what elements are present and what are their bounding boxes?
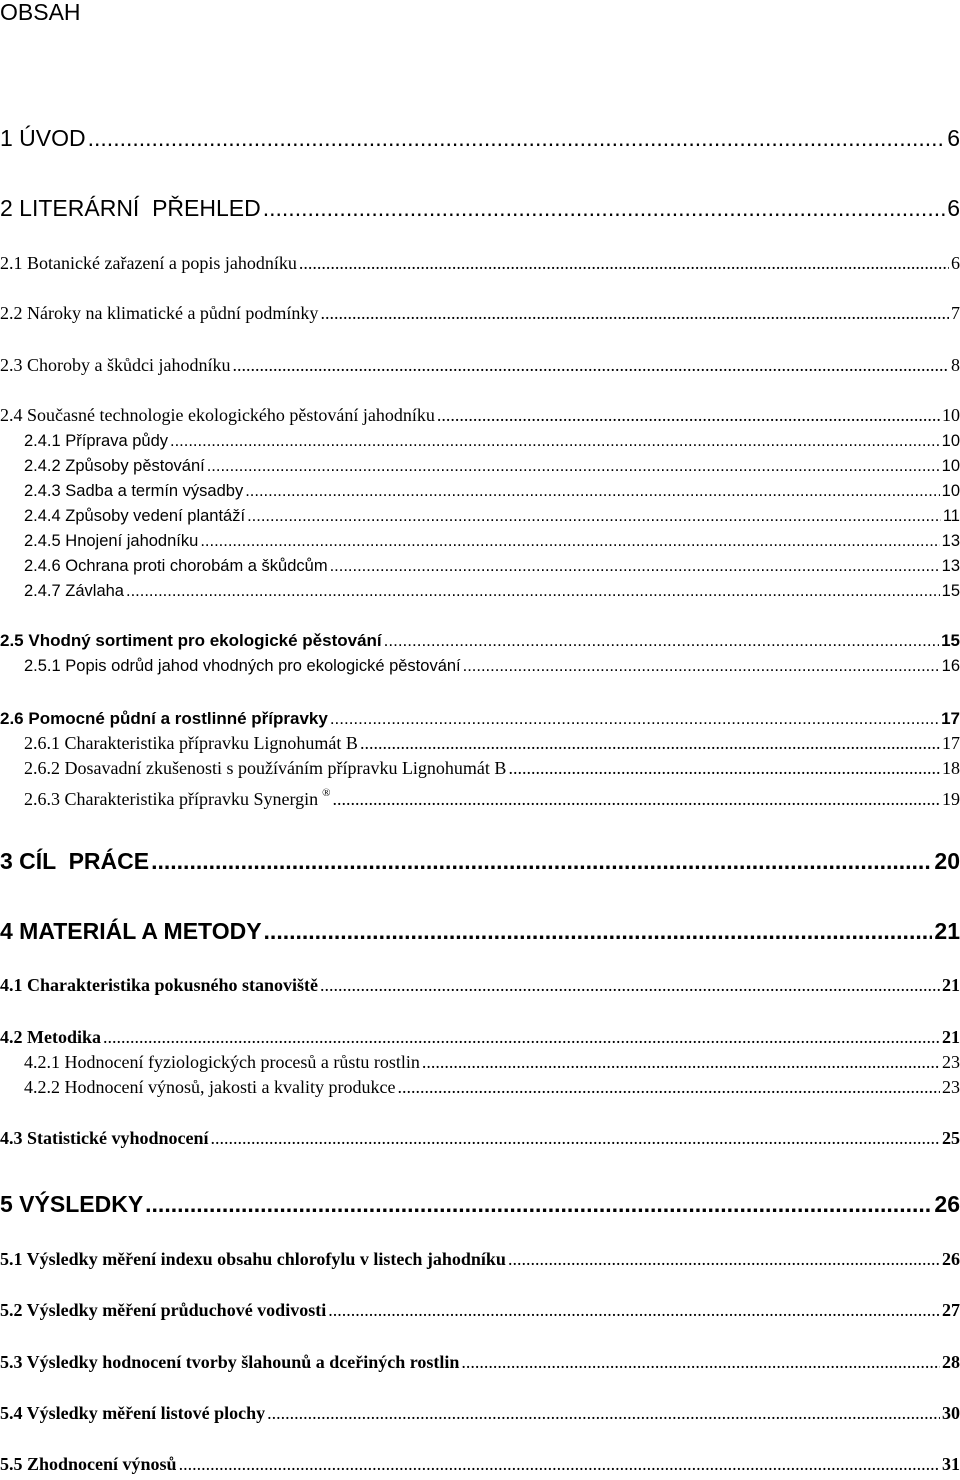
toc-page-number: 23 <box>942 1052 960 1072</box>
toc-entry-section[interactable] <box>0 252 960 274</box>
toc-page-number: 11 <box>942 507 960 525</box>
toc-entry-subsection[interactable] <box>24 1052 960 1073</box>
toc-page-number: 10 <box>941 482 960 500</box>
toc-entry-section[interactable] <box>0 1026 960 1048</box>
toc-heading: OBSAH <box>0 0 81 25</box>
toc-entry-title: 5.5 Zhodnocení výnosů <box>0 1454 177 1474</box>
toc-page-number: 16 <box>941 657 960 675</box>
toc-entry-subsection[interactable] <box>24 431 960 452</box>
toc-page-number: 6 <box>951 253 960 273</box>
toc-entry-subsection[interactable] <box>24 556 960 577</box>
toc-page-number: 21 <box>942 1027 960 1047</box>
toc-page-number: 21 <box>934 918 960 944</box>
dot-leader <box>508 1248 940 1270</box>
toc-entry-title: 2.4.7 Závlaha <box>24 582 124 600</box>
dot-leader <box>320 302 949 324</box>
toc-entry-text: 2.6.3 Charakteristika přípravku Synergin <box>24 789 319 809</box>
toc-page-number: 17 <box>942 733 960 753</box>
toc-page-number: 6 <box>947 195 960 221</box>
toc-entry-section[interactable] <box>0 630 960 652</box>
toc-page-number: 30 <box>942 1403 960 1423</box>
toc-entry-title: 5.3 Výsledky hodnocení tvorby šlahounů a dceřiných rostlin <box>0 1352 460 1372</box>
toc-entry-subsection[interactable] <box>24 733 960 754</box>
dot-leader <box>463 656 940 677</box>
toc-entry-section[interactable] <box>0 1453 960 1475</box>
toc-entry-title: 2.4.3 Sadba a termín výsadby <box>24 482 244 500</box>
toc-entry-section[interactable] <box>0 1127 960 1149</box>
toc-entry-section[interactable] <box>0 404 960 426</box>
dot-leader <box>170 431 940 452</box>
toc-entry-title: 2.6 Pomocné půdní a rostlinné přípravky <box>0 709 328 728</box>
toc-entry-subsection[interactable] <box>24 456 960 477</box>
toc-entry-title <box>24 783 330 810</box>
toc-entry-section[interactable] <box>0 1299 960 1321</box>
dot-leader <box>422 1052 940 1073</box>
dot-leader <box>328 1299 940 1321</box>
toc-page-number: 10 <box>942 405 960 425</box>
toc-entry-section[interactable] <box>0 1402 960 1424</box>
toc-page-number: 18 <box>942 758 960 778</box>
toc-page-number: 25 <box>942 1128 960 1148</box>
dot-leader <box>200 531 939 552</box>
toc-entry-subsection[interactable] <box>24 581 960 602</box>
registered-mark: ® <box>322 787 331 799</box>
toc-page-number: 13 <box>941 557 960 575</box>
toc-entry-chapter-3[interactable] <box>0 847 960 875</box>
dot-leader <box>508 758 940 779</box>
dot-leader <box>264 917 933 945</box>
toc-page-number: 28 <box>942 1352 960 1372</box>
dot-leader <box>267 1402 940 1424</box>
toc-page-number: 27 <box>942 1300 960 1320</box>
toc-entry-subsection[interactable] <box>24 656 960 677</box>
toc-page-number: 20 <box>934 848 960 874</box>
toc-entry-subsection[interactable] <box>24 758 960 779</box>
toc-entry-section[interactable] <box>0 974 960 996</box>
toc-entry-title: 2 LITERÁRNÍ PŘEHLED <box>0 195 261 221</box>
toc-entry-title: 2.2 Nároky na klimatické a půdní podmínky <box>0 303 319 323</box>
dot-leader <box>207 456 940 477</box>
dot-leader <box>332 789 940 810</box>
toc-entry-title: 5 VÝSLEDKY <box>0 1191 144 1217</box>
dot-leader <box>384 630 939 652</box>
toc-page-number: 10 <box>941 457 960 475</box>
dot-leader <box>247 506 941 527</box>
dot-leader <box>437 404 940 426</box>
toc-entry-subsection[interactable] <box>24 1077 960 1098</box>
toc-entry-title: 4.3 Statistické vyhodnocení <box>0 1128 209 1148</box>
toc-page-number: 19 <box>942 789 960 809</box>
toc-entry-title: 2.4.4 Způsoby vedení plantáží <box>24 507 246 525</box>
dot-leader <box>145 1190 932 1218</box>
toc-page-number: 21 <box>942 975 960 995</box>
toc-page-number: 23 <box>942 1077 960 1097</box>
toc-entry-subsection[interactable] <box>24 481 960 502</box>
dot-leader <box>320 974 940 996</box>
toc-entry-section[interactable] <box>0 354 960 376</box>
toc-entry-title: 4.1 Charakteristika pokusného stanoviště <box>0 975 319 995</box>
toc-page-number: 26 <box>942 1249 960 1269</box>
toc-entry-title: 2.6.1 Charakteristika přípravku Lignohumát B <box>24 733 358 753</box>
toc-page-number: 13 <box>941 532 960 550</box>
dot-leader <box>397 1077 940 1098</box>
dot-leader <box>211 1127 940 1149</box>
toc-entry-chapter-4[interactable] <box>0 917 960 945</box>
dot-leader <box>245 481 939 502</box>
toc-entry-title: 3 CÍL PRÁCE <box>0 848 150 874</box>
dot-leader <box>330 556 940 577</box>
toc-entry-title: 2.4 Současné technologie ekologického pěstování jahodníku <box>0 405 435 425</box>
toc-entry-subsection[interactable] <box>24 506 960 527</box>
toc-entry-title: 5.4 Výsledky měření listové plochy <box>0 1403 266 1423</box>
dot-leader <box>88 124 946 152</box>
toc-entry-title: 2.3 Choroby a škůdci jahodníku <box>0 355 231 375</box>
toc-entry-section[interactable] <box>0 708 960 730</box>
toc-page-number: 26 <box>934 1191 960 1217</box>
toc-entry-title: 2.4.6 Ochrana proti chorobám a škůdcům <box>24 557 328 575</box>
toc-entry-subsection[interactable] <box>24 783 960 810</box>
toc-page-number: 8 <box>951 355 960 375</box>
toc-entry-chapter-1[interactable] <box>0 124 960 152</box>
toc-entry-title: 4.2.1 Hodnocení fyziologických procesů a růstu rostlin <box>24 1052 420 1072</box>
toc-page-number: 31 <box>942 1454 960 1474</box>
toc-entry-subsection[interactable] <box>24 531 960 552</box>
toc-entry-chapter-5[interactable] <box>0 1190 960 1218</box>
toc-page-number: 10 <box>941 432 960 450</box>
toc-page-number: 17 <box>941 709 960 728</box>
dot-leader <box>299 252 949 274</box>
dot-leader <box>179 1453 940 1475</box>
toc-page-number: 15 <box>941 631 960 650</box>
toc-entry-title: 1 ÚVOD <box>0 125 86 151</box>
dot-leader <box>232 354 949 376</box>
toc-page-number: 15 <box>941 582 960 600</box>
toc-entry-title: 4 MATERIÁL A METODY <box>0 918 262 944</box>
toc-entry-title: 2.5 Vhodný sortiment pro ekologické pěstování <box>0 631 382 650</box>
dot-leader <box>330 708 939 730</box>
toc-entry-title: 4.2 Metodika <box>0 1027 101 1047</box>
dot-leader <box>151 847 932 875</box>
toc-entry-title: 5.2 Výsledky měření průduchové vodivosti <box>0 1300 327 1320</box>
toc-entry-section[interactable] <box>0 302 960 324</box>
toc-entry-title: 5.1 Výsledky měření indexu obsahu chlorofylu v listech jahodníku <box>0 1249 506 1269</box>
toc-entry-section[interactable] <box>0 1248 960 1270</box>
dot-leader <box>360 733 940 754</box>
dot-leader <box>461 1351 940 1373</box>
toc-page-number: 6 <box>947 125 960 151</box>
toc-entry-title: 4.2.2 Hodnocení výnosů, jakosti a kvality produkce <box>24 1077 396 1097</box>
dot-leader <box>126 581 940 602</box>
toc-entry-title: 2.5.1 Popis odrůd jahod vhodných pro ekologické pěstování <box>24 657 461 675</box>
toc-entry-chapter-2[interactable] <box>0 194 960 222</box>
toc-entry-title: 2.4.1 Příprava půdy <box>24 432 169 450</box>
toc-entry-title: 2.6.2 Dosavadní zkušenosti s používáním přípravku Lignohumát B <box>24 758 507 778</box>
toc-entry-section[interactable] <box>0 1351 960 1373</box>
toc-entry-title: 2.1 Botanické zařazení a popis jahodníku <box>0 253 297 273</box>
dot-leader <box>263 194 945 222</box>
toc-entry-title: 2.4.2 Způsoby pěstování <box>24 457 205 475</box>
toc-entry-title: 2.4.5 Hnojení jahodníku <box>24 532 199 550</box>
toc-page-number: 7 <box>951 303 960 323</box>
dot-leader <box>103 1026 940 1048</box>
